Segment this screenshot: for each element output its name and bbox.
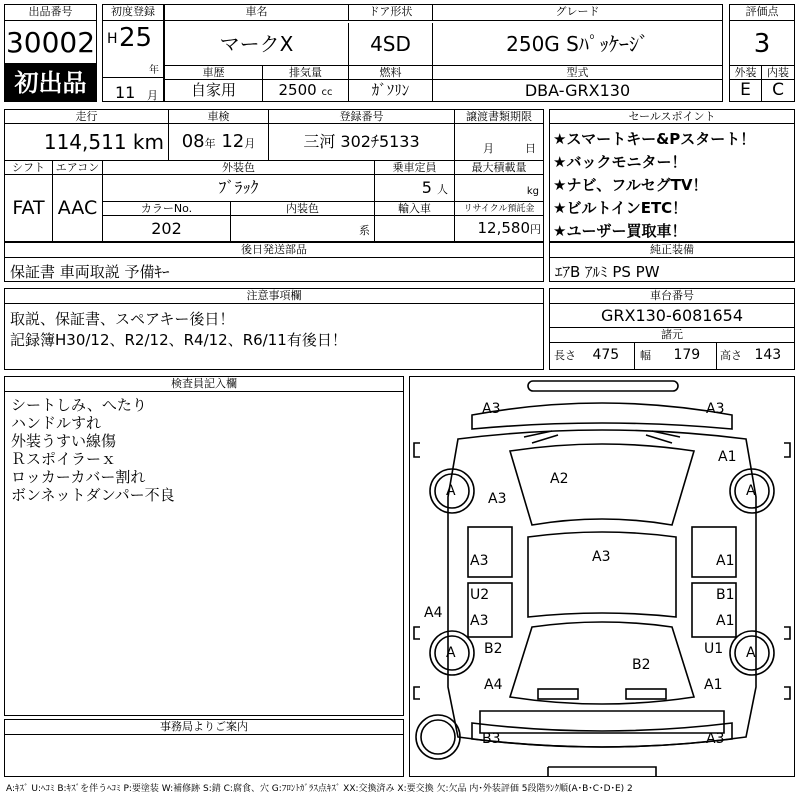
reg-month: 11 bbox=[115, 83, 136, 102]
damage-label: A bbox=[746, 483, 756, 499]
inspection-label: 車検 bbox=[169, 110, 269, 124]
mileage-unit: km bbox=[132, 130, 164, 154]
car-diagram bbox=[410, 377, 794, 776]
inspector-box bbox=[4, 376, 404, 716]
mileage bbox=[5, 124, 169, 160]
later-label: 後日発送部品 bbox=[5, 243, 543, 258]
history: 自家用 bbox=[165, 80, 263, 101]
ext-label: 外装 bbox=[730, 66, 762, 80]
recycle-label: リサイクル預託金 bbox=[455, 202, 543, 216]
import-value bbox=[375, 216, 455, 241]
transfer-day: 日 bbox=[525, 142, 536, 155]
door-label: ドア形状 bbox=[349, 5, 433, 21]
sales-label: セールスポイント bbox=[550, 110, 794, 124]
cc-label: 排気量 bbox=[263, 66, 349, 80]
month-unit: 月 bbox=[147, 89, 158, 102]
new-listing-text: 初出品 bbox=[14, 69, 87, 97]
load-unit: kg bbox=[526, 186, 539, 197]
history-label: 車歴 bbox=[165, 66, 263, 80]
equip-value: ｴｱB ｱﾙﾐ PS PW bbox=[555, 263, 660, 281]
model: DBA-GRX130 bbox=[524, 81, 631, 100]
year-unit: 年 bbox=[149, 65, 159, 76]
cc-unit: cc bbox=[321, 87, 333, 98]
capacity bbox=[375, 175, 455, 201]
lot-label: 出品番号 bbox=[5, 5, 96, 21]
shift: FAT bbox=[5, 175, 53, 241]
grade: 250G Sﾊﾟｯｹｰｼﾞ bbox=[506, 32, 649, 56]
recycle bbox=[455, 216, 543, 241]
damage-label: A1 bbox=[704, 677, 723, 693]
recycle-unit: 円 bbox=[530, 223, 541, 236]
inspector-line: 外装うすい線傷 bbox=[11, 432, 117, 450]
len-value: 475 bbox=[592, 347, 620, 363]
cc bbox=[263, 80, 349, 101]
capacity-unit: 人 bbox=[437, 183, 448, 196]
car-diagram-box bbox=[409, 376, 795, 777]
insp-year: 08 bbox=[181, 131, 205, 152]
inspector-line: ハンドルすれ bbox=[11, 414, 102, 432]
sales-item: ★ビルトインETC！ bbox=[553, 199, 688, 217]
office-label: 事務局よりご案内 bbox=[5, 720, 403, 735]
damage-label: B3 bbox=[482, 731, 501, 747]
color-label: 外装色 bbox=[103, 161, 375, 175]
score-label: 評価点 bbox=[730, 5, 794, 21]
transfer-label: 譲渡書類期限 bbox=[455, 110, 543, 124]
exterior-color: ﾌﾞﾗｯｸ bbox=[103, 175, 375, 201]
inspector-line: ボンネットダンパー不良 bbox=[11, 486, 175, 504]
legend: A:ｷｽﾞ U:ﾍｺﾐ B:ｷｽﾞを伴うﾍｺﾐ P:要塗装 W:補修跡 S:錆 C:腐食、穴 G:ﾌﾛﾝﾄｶﾞﾗｽ点ｷｽﾞ XX:交換済み X:要交換 欠:欠品 内･外装評価 5段階ﾗﾝｸ順(A･B･C･D･E) 2 bbox=[6, 784, 633, 794]
damage-label: B2 bbox=[632, 657, 651, 673]
hgt-value: 143 bbox=[754, 347, 782, 363]
damage-label: A3 bbox=[706, 401, 725, 417]
insp-month: 12 bbox=[221, 131, 245, 152]
dims-label: 諸元 bbox=[550, 328, 794, 343]
dim-width bbox=[640, 347, 712, 363]
int-label: 内装 bbox=[762, 66, 794, 80]
shift-label: シフト bbox=[5, 161, 53, 175]
intcolor-label: 内装色 bbox=[231, 202, 375, 216]
dim-height bbox=[720, 347, 794, 363]
chassis-label: 車台番号 bbox=[550, 289, 794, 304]
inspector-notes bbox=[11, 396, 175, 504]
office-box bbox=[4, 719, 404, 777]
damage-label: A4 bbox=[484, 677, 503, 693]
damage-label: A1 bbox=[716, 553, 735, 569]
model-label: 型式 bbox=[433, 66, 722, 80]
chassis-box bbox=[549, 288, 795, 370]
ac: AAC bbox=[53, 175, 103, 241]
insp-year-unit: 年 bbox=[204, 137, 216, 150]
car-spec-box bbox=[164, 4, 723, 102]
mileage-value: 114,511 bbox=[43, 130, 127, 154]
registration-number: 三河 302ﾁ5133 bbox=[269, 124, 455, 160]
len-label: 長さ bbox=[554, 349, 576, 362]
colorno-label: カラーNo. bbox=[103, 202, 231, 216]
door-type: 4SD bbox=[349, 23, 433, 65]
damage-label: A bbox=[746, 645, 756, 661]
inspector-line: Ｒスポイラーｘ bbox=[11, 450, 117, 468]
recycle-value: 12,580 bbox=[477, 219, 530, 237]
details-box bbox=[4, 109, 544, 242]
hgt-label: 高さ bbox=[720, 349, 742, 362]
chassis-number: GRX130-6081654 bbox=[600, 306, 744, 325]
damage-label: A1 bbox=[718, 449, 737, 465]
first-reg-label: 初度登録 bbox=[103, 5, 163, 21]
capacity-label: 乗車定員 bbox=[375, 161, 455, 175]
damage-label: A bbox=[446, 645, 456, 661]
later-value: 保証書 車両取説 予備ｷｰ bbox=[10, 263, 170, 281]
damage-label: U1 bbox=[704, 641, 724, 657]
equipment-box bbox=[549, 242, 795, 282]
equip-label: 純正装備 bbox=[550, 243, 794, 258]
sales-item: ★バックモニター！ bbox=[553, 153, 687, 171]
mileage-label: 走行 bbox=[5, 110, 169, 124]
damage-label: A3 bbox=[470, 553, 489, 569]
later-parts-box bbox=[4, 242, 544, 282]
new-listing-badge bbox=[4, 64, 97, 102]
damage-label: A1 bbox=[716, 613, 735, 629]
ac-label: エアコン bbox=[53, 161, 103, 175]
inspector-label: 検査員記入欄 bbox=[5, 377, 403, 392]
color-number: 202 bbox=[103, 216, 231, 241]
dim-length bbox=[554, 347, 634, 363]
caution-line: 記録簿H30/12、R2/12、R4/12、R6/11有後日！ bbox=[10, 331, 347, 349]
damage-label: A4 bbox=[424, 605, 443, 621]
sales-item: ★ナビ、フルセグTV！ bbox=[553, 176, 708, 194]
load-label: 最大積載量 bbox=[455, 161, 543, 175]
intcolor-unit: 系 bbox=[231, 216, 375, 241]
score: 3 bbox=[753, 29, 771, 59]
damage-label: A3 bbox=[706, 731, 725, 747]
cc-value: 2500 bbox=[278, 81, 317, 99]
caution-box bbox=[4, 288, 544, 370]
damage-label: A bbox=[446, 483, 456, 499]
lot-box bbox=[4, 4, 97, 64]
damage-label: B1 bbox=[716, 587, 735, 603]
damage-label: U2 bbox=[470, 587, 490, 603]
damage-label: A3 bbox=[592, 549, 611, 565]
transfer-month: 月 bbox=[483, 142, 494, 155]
fuel: ｶﾞｿﾘﾝ bbox=[349, 80, 433, 101]
wid-value: 179 bbox=[673, 347, 701, 363]
lot-number: 30002 bbox=[5, 26, 96, 59]
damage-label: A3 bbox=[482, 401, 501, 417]
inspector-line: ロッカーカバー割れ bbox=[11, 468, 146, 486]
score-box bbox=[729, 4, 795, 102]
caution-line: 取説、保証書、スペアキー後日！ bbox=[10, 310, 235, 328]
import-label: 輸入車 bbox=[375, 202, 455, 216]
damage-label: A3 bbox=[488, 491, 507, 507]
car-name-label: 車名 bbox=[165, 5, 349, 21]
damage-label: A3 bbox=[470, 613, 489, 629]
caution-label: 注意事項欄 bbox=[5, 289, 543, 304]
inspection bbox=[169, 124, 269, 160]
transfer-value bbox=[455, 124, 543, 160]
reg-year: 25 bbox=[119, 23, 153, 53]
sales-item: ★ユーザー買取車！ bbox=[553, 222, 687, 240]
wid-label: 幅 bbox=[640, 349, 651, 362]
first-registration-box bbox=[102, 4, 164, 102]
car-name: マークX bbox=[165, 23, 349, 65]
insp-month-unit: 月 bbox=[244, 137, 256, 150]
damage-label: A2 bbox=[550, 471, 569, 487]
sales-points-box bbox=[549, 109, 795, 242]
capacity-value: 5 bbox=[421, 178, 432, 197]
era: H bbox=[107, 31, 118, 47]
inspector-line: シートしみ、へたり bbox=[11, 396, 147, 414]
grade-label: グレード bbox=[433, 5, 722, 21]
int-grade: C bbox=[772, 80, 784, 100]
ext-grade: E bbox=[730, 80, 762, 101]
registration-label: 登録番号 bbox=[269, 110, 455, 124]
sales-item: ★スマートキー&Pスタート！ bbox=[553, 130, 756, 148]
fuel-label: 燃料 bbox=[349, 66, 433, 80]
damage-label: B2 bbox=[484, 641, 503, 657]
